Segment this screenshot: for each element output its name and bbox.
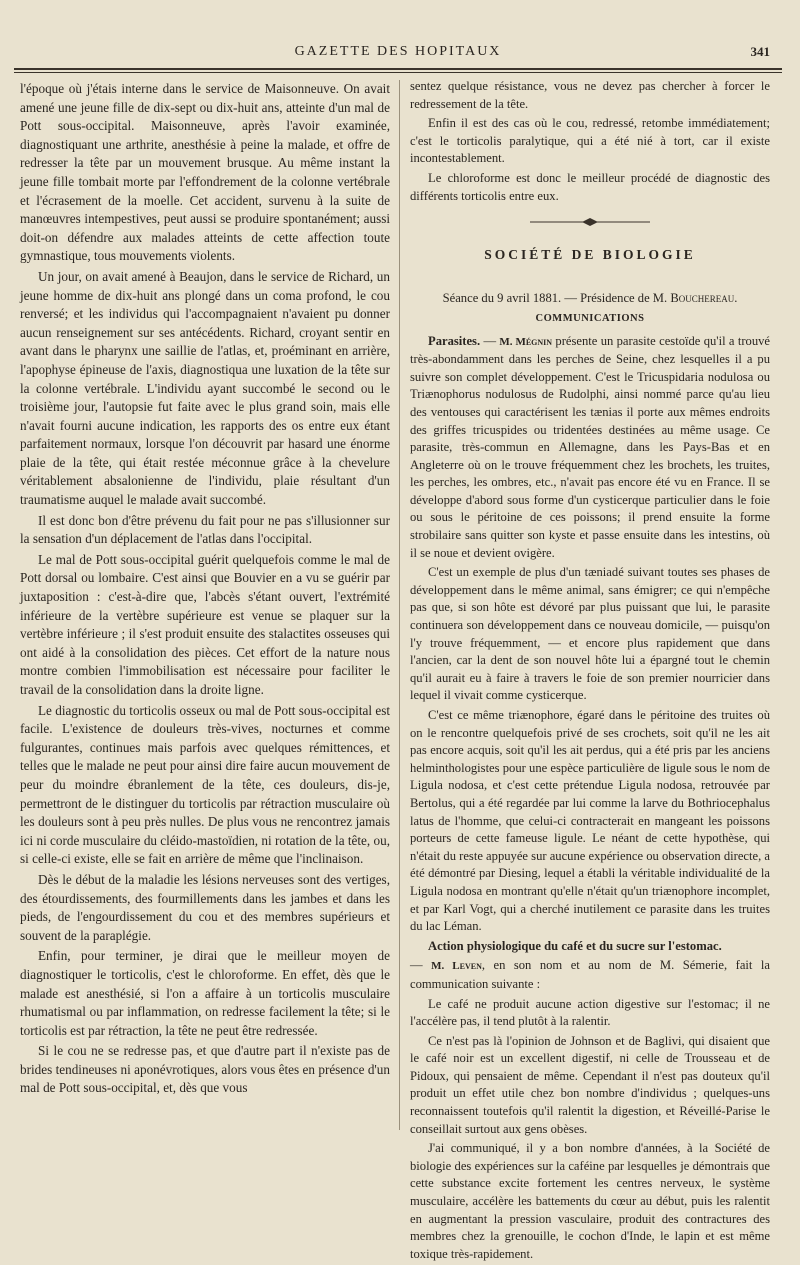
page-number: 341 (750, 44, 770, 59)
communications-heading: COMMUNICATIONS (535, 312, 645, 324)
dash: — (480, 333, 500, 348)
paragraph: Si le cou ne se redresse pas, et que d'autre part il n'existe pas de brides tendineuses ni aponévrotiques, alors vous êtes en présence d'un mal de Pott sous-occipital, et, dès que vous (20, 1043, 390, 1096)
paragraph: Enfin il est des cas où le cou, redressé, retombe immédiatement; c'est le torticolis paralytique, qui a été nié à tort, car il existe incontestablement. (410, 116, 770, 166)
paragraph: Le diagnostic du torticolis osseux ou mal de Pott sous-occipital est facile. L'existence de douleurs très-vives, nocturnes et comme fulgurantes, continues mais parfois avec quelques rémittences, et telles que le malade ne peut pour ainsi dire faire aucun mouvement de peur du moindre ébranlement de la tête, ces douleurs, dis-je, permettront de le distinguer du torticolis par rétraction musculaire où les douleurs sont à peu près nulles. De plus vous ne rencontrez jamais ici ni corde musculaire du cléido-mastoïdien, ni rotation de la tête, ou, si celle-ci existe, elle se fait en arrière de même que l'inclinaison. (20, 702, 390, 867)
right-column (410, 78, 770, 1265)
seance-text: Séance du 9 avril 1881. — Présidence de M. (442, 291, 671, 306)
paragraph: Un jour, on avait amené à Beaujon, dans le service de Richard, un jeune homme de dix-huit ans plongé dans un coma profond, le cou renversé; et les individus qui l'accompagnaient n'avaient pu donner aucun renseignement sur ses antécédents. Richard, croyant sentir en avant dans le pharynx une saillie de l'atlas, et, proéminant en arrière, l'apophyse épineuse de l'axis, diagnostiqua une luxation de la tête sur la colonne vertébrale. L'individu ayant succombé le second ou le troisième jour, l'autopsie fut faite avec le plus grand soin, mais elle n'avait fourni aucune indication, les rapports des os entre eux étant parfaitement normaux, lorsque l'on découvrit par hasard une énorme plaie de la tête, qui était restée méconnue grâce à la chevelure véritablement absalonienne de l'individu, plaie résultant d'un traumatisme auquel le malade avait succombé. (20, 268, 390, 508)
page-header (18, 44, 778, 64)
paragraph-text: présente un parasite cestoïde qu'il a trouvé très-abondamment dans les perches de Seine, chez lesquelles il a pu suivre son complet développement. C'est le Tricuspidaria nodulosa ou Triænophorus nodulosus de Rudolphi, ainsi nommé parce qu'au lieu des ventouses qui caractérisent les tænias il porte aux mêmes endroits des griffes tricuspides ou tridentées destinées au même usage. Ce parasite, très-commun en Allemagne, dans les Pays-Bas et en Angleterre où on le trouve fréquemment chez les brochets, les truites, les perches, les ombres, etc., n'avait pas encore été vu en France. Il se développe d'abord sous forme d'un cysticerque particulier dans le foie ou sous le péritoine de ces poissons; il prend ensuite la forme strobilaire sans quitter son kyste et passe ensuite dans les intestins, où il se noue et devient ovigère. (410, 333, 770, 560)
paragraph: Enfin, pour terminer, je dirai que le meilleur moyen de diagnostiquer le torticolis, c'est le chloroforme. En effet, dès que le malade est anesthésié, si l'on a affaire à un torticolis musculaire rhumatismal ou par inflammation, on redresse facilement la tête; si le torticolis est par rétraction, la tête ne peut être redressée. (20, 948, 390, 1038)
paragraph: Le café ne produit aucune action digestive sur l'estomac; il ne l'accélère pas, il tend plutôt à la ralentir. (410, 996, 770, 1029)
left-column (20, 80, 390, 1100)
section-title: SOCIÉTÉ DE BIOLOGIE (484, 246, 696, 262)
seance-line (410, 290, 770, 308)
dash: — (410, 958, 432, 973)
parasites-paragraph (410, 333, 770, 563)
paragraph: C'est un exemple de plus d'un tæniadé suivant toutes ses phases de développement dans le même animal, sans émigrer; ce qui n'empêche pas que, si son hôte est dévoré par plus puissant que lui, le parasite continuera son développement dans ce nouveau domicile, — puisqu'on l'y trouve fréquemment, — et encore plus rapidement que dans l'ancien, car la dent de son nouvel hôte lui a épargné tout le chemin qu'il aurait eu à faire à travers le foie de son premier nourricier dans lequel il vivait comme cysticerque. (410, 565, 770, 703)
author-name: M. Mégnin (499, 335, 553, 348)
column-divider (399, 80, 400, 1130)
president-name: Bouchereau. (670, 291, 738, 306)
paragraph: Ce n'est pas là l'opinion de Johnson et de Baglivi, qui disaient que le café noir est un excellent digestif, ni celle de Trousseau et de Pidoux, qui pensaient de même. Cependant il n'est pas douteux qu'il produit un effet utile chez bon nombre d'individus ; quelques-uns reconnaissent toutefois qu'il ralentit la digestion, et Réveillé-Parise le conseillait surtout aux gens obèses. (410, 1033, 770, 1136)
subsection-title: Action physiologique du café et du sucre sur l'estomac. (428, 938, 722, 953)
paragraph: l'époque où j'étais interne dans le service de Maisonneuve. On avait amené une jeune fille de dix-sept ou dix-huit ans, atteinte d'un mal de Pott sous-occipital. Maisonneuve, après l'avoir examinée, diagnostiquant une arthrite, anesthésie à peine la malade, et offre de redresser la tête par un mouvement brusque. Au même instant la jeune fille tombait morte par l'effondrement de la colonne vertébrale et l'écrasement de la moelle. Cet accident, survenu à la suite de manœuvres intempestives, peut aussi se produire spontanément; aussi doit-on défendre aux malades atteints de cette affection toute gymnastique, tous mouvements violents. (20, 81, 390, 264)
subsection-title: Parasites. (428, 333, 481, 348)
paragraph: Le chloroforme est donc le meilleur procédé de diagnostic des différents torticolis entre eux. (410, 170, 770, 203)
paragraph: C'est ce même triænophore, égaré dans le péritoine des truites où on le rencontre quelquefois privé de ses crochets, soit qu'il ne les ait pas encore acquis, soit qu'il les ait perdus, qui a été pris par les anciens helminthologistes pour une espèce particulière de ligule sous le nom de Ligula nodosa, et c'est cette prétendue Ligula nodosa, retrouvée par Bertolus, qui a été regardée par lui comme la larve du Bothriocephalus latus de l'homme, que celui-ci contracterait en mangeant les poissons porteurs de cette fameuse ligule. Le néant de cette hypothèse, qui n'était du reste appuyée sur aucune expérience ou observation directe, a été démontré par Diesing, lequel a établi la véritable individualité de la Ligula nodosa en montrant qu'elle n'était qu'un triænophore incomplet, et par Karl Vogt, qui a cherché inutilement ce parasite dans les truites du lac Léman. (410, 708, 770, 934)
paragraph-text: , en son nom et au nom de M. Sémerie, fait la communication suivante : (410, 958, 770, 991)
separator-rule-icon (530, 218, 650, 226)
paragraph: Dès le début de la maladie les lésions nerveuses sont des vertiges, des étourdissements, des fourmillements dans les jambes et dans les pieds, de l'engourdissement du cou et des membres supérieurs et souvent de la paraplégie. (20, 871, 390, 943)
author-name: M. Leven (431, 960, 482, 973)
header-rule-thin (14, 72, 782, 73)
running-title: GAZETTE DES HOPITAUX (294, 44, 502, 59)
paragraph: Il est donc bon d'être prévenu du fait pour ne pas s'illusionner sur la sensation d'un déplacement de l'atlas dans l'occipital. (20, 512, 390, 547)
action-paragraph (410, 957, 770, 993)
header-rule (14, 68, 782, 70)
paragraph: J'ai communiqué, il y a bon nombre d'années, à la Société de biologie des expériences sur la caféine par lesquelles je démontrais que cette substance excite fortement les centres nerveux, le système musculaire, accélère les battements du cœur au début, puis les ralentit en augmentant la pression vasculaire, produit des contractures des membres chez la grenouille, le cochon d'Inde, le lapin et est même toxique très-rapidement. (410, 1141, 770, 1261)
paragraph: sentez quelque résistance, vous ne devez pas chercher à forcer le redressement de la tête. (410, 79, 770, 111)
paragraph: Le mal de Pott sous-occipital guérit quelquefois comme le mal de Pott dorsal ou lombaire. C'est ainsi que Bouvier en a vu se guérir par juxtaposition : c'est-à-dire que, l'abcès s'étant ouvert, l'extrémité inférieure de la vertèbre supérieure est venue se plaquer sur la vertèbre inférieure ; il s'est produit ensuite des stalactites osseuses qui ont aidé à la consolidation des pièces. Cet effort de la nature nous montre combien l'immobilisation est nécessaire pour faciliter le travail de la consolidation dans la droite ligne. (20, 551, 390, 697)
ornamental-separator (410, 215, 770, 234)
